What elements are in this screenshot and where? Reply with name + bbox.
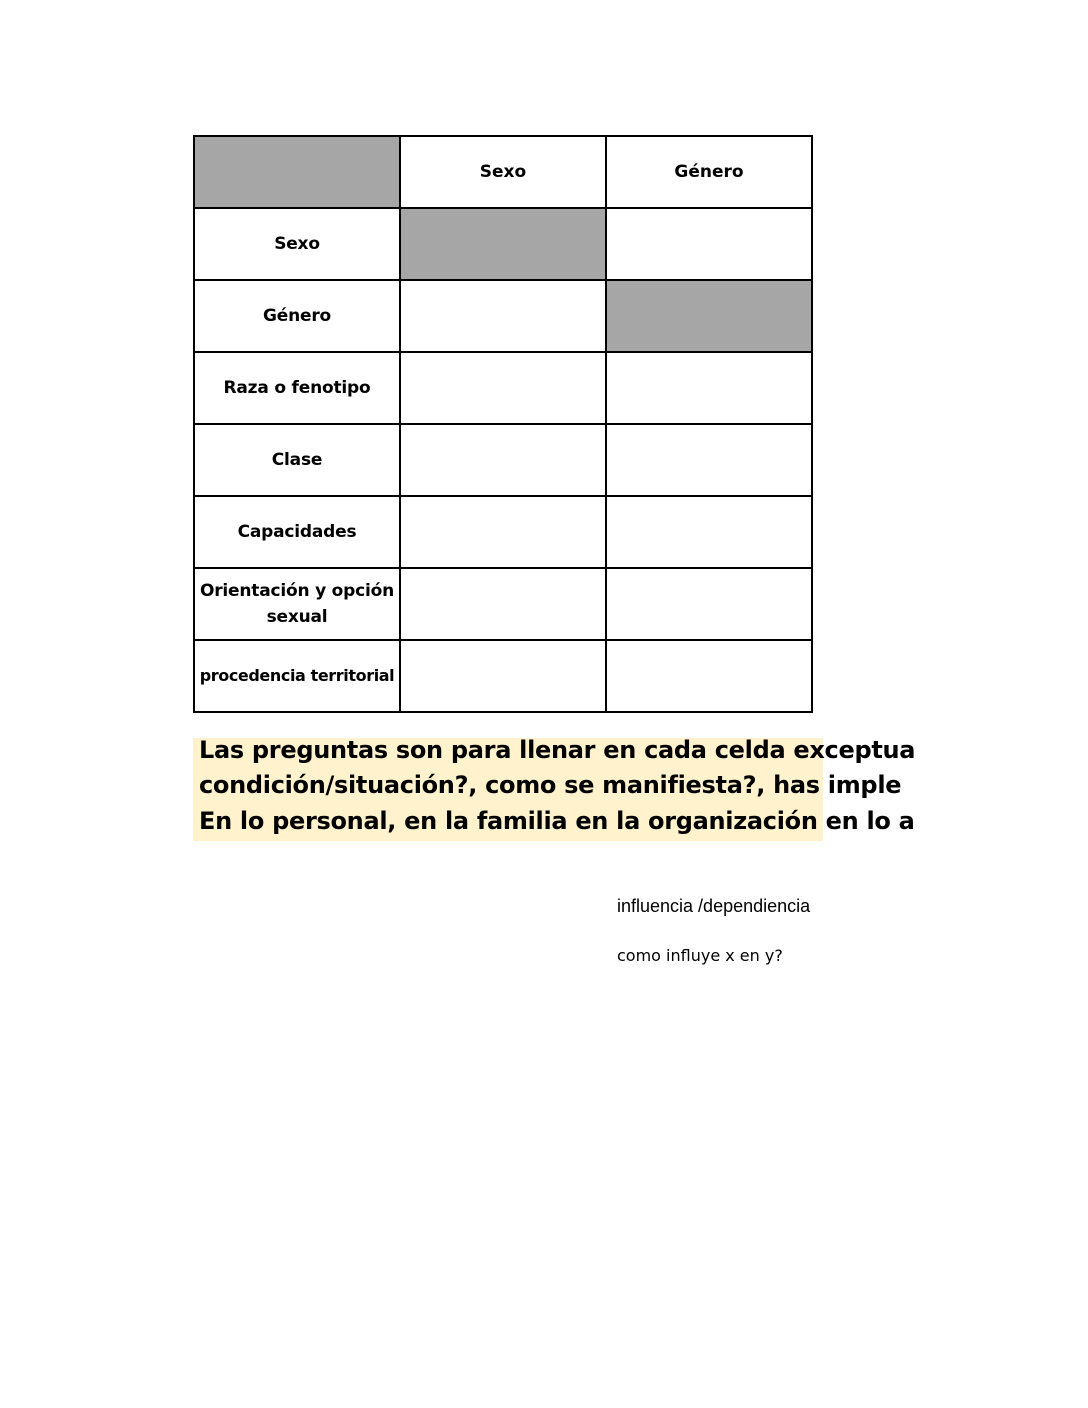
table-row [194,640,812,712]
table-row [194,424,812,496]
cell-capacidades-sexo[interactable] [400,496,606,568]
column-header-genero: Género [606,136,812,208]
row-header-sexo: Sexo [194,208,400,280]
instructions-line-3: En lo personal, en la familia en la organización en lo a [199,807,915,835]
table-header-row [194,136,812,208]
table-row [194,352,812,424]
intersection-matrix-table [193,135,813,713]
row-header-genero: Género [194,280,400,352]
cell-procedencia-sexo[interactable] [400,640,606,712]
cell-sexo-sexo [400,208,606,280]
row-header-orientacion: Orientación y opción sexual [194,568,400,640]
cell-raza-genero[interactable] [606,352,812,424]
question-note: como influye x en y? [617,946,783,965]
row-header-procedencia: procedencia territorial [194,640,400,712]
cell-procedencia-genero[interactable] [606,640,812,712]
row-header-raza: Raza o fenotipo [194,352,400,424]
influence-note: influencia /dependiencia [617,896,811,916]
table-row [194,568,812,640]
column-header-sexo: Sexo [400,136,606,208]
cell-raza-sexo[interactable] [400,352,606,424]
table-row [194,496,812,568]
instructions-box [193,736,916,841]
cell-orientacion-sexo[interactable] [400,568,606,640]
cell-capacidades-genero[interactable] [606,496,812,568]
cell-clase-sexo[interactable] [400,424,606,496]
table-row [194,280,812,352]
row-header-capacidades: Capacidades [194,496,400,568]
corner-cell [194,136,400,208]
row-header-clase: Clase [194,424,400,496]
cell-clase-genero[interactable] [606,424,812,496]
instructions-line-1: Las preguntas son para llenar en cada celda exceptua [199,736,916,764]
cell-sexo-genero[interactable] [606,208,812,280]
cell-genero-sexo[interactable] [400,280,606,352]
instructions-line-2: condición/situación?, como se manifiesta?, has imple [199,771,902,799]
table-row [194,208,812,280]
cell-orientacion-genero[interactable] [606,568,812,640]
cell-genero-genero [606,280,812,352]
